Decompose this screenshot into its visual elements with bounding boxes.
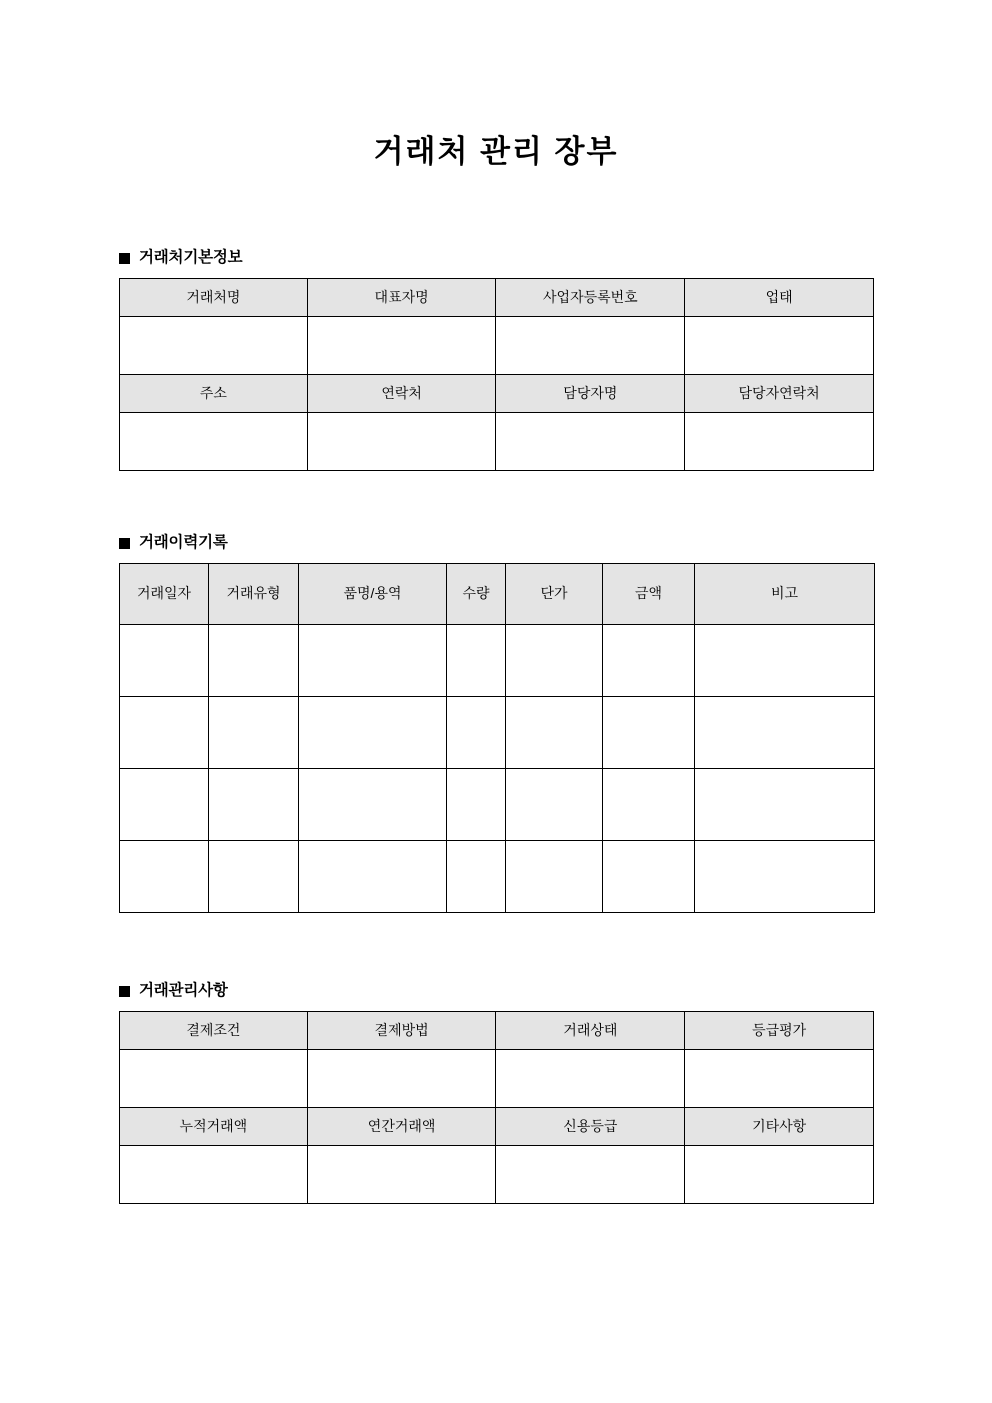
input-cell-remarks[interactable] xyxy=(695,625,875,697)
column-header-cell: 단가 xyxy=(506,564,603,625)
table-basic-info xyxy=(119,278,874,471)
input-cell-business-type[interactable] xyxy=(685,317,874,375)
table-row xyxy=(120,413,874,471)
input-cell-unit-price[interactable] xyxy=(506,841,603,913)
section-heading-transaction-management xyxy=(119,981,874,1001)
column-header-cell: 거래유형 xyxy=(209,564,299,625)
table-transaction-management xyxy=(119,1011,874,1204)
column-header-cell: 연락처 xyxy=(307,375,496,413)
input-cell-contact[interactable] xyxy=(307,413,496,471)
input-cell-business-registration-number[interactable] xyxy=(496,317,685,375)
column-header-cell: 거래처명 xyxy=(120,279,308,317)
input-cell-transaction-date[interactable] xyxy=(120,625,209,697)
input-cell-other-matters[interactable] xyxy=(685,1146,874,1204)
input-cell-item-service[interactable] xyxy=(299,841,447,913)
section-heading-label: 거래관리사항 xyxy=(139,982,228,999)
section-basic-info xyxy=(119,248,874,471)
column-header-cell: 담당자연락처 xyxy=(685,375,874,413)
column-header-cell: 대표자명 xyxy=(307,279,496,317)
input-cell-amount[interactable] xyxy=(603,697,695,769)
input-cell-credit-rating[interactable] xyxy=(496,1146,685,1204)
input-cell-quantity[interactable] xyxy=(447,625,506,697)
column-header-cell: 수량 xyxy=(447,564,506,625)
input-cell-quantity[interactable] xyxy=(447,841,506,913)
input-cell-remarks[interactable] xyxy=(695,697,875,769)
table-row xyxy=(120,279,874,317)
column-header-cell: 주소 xyxy=(120,375,308,413)
input-cell-transaction-type[interactable] xyxy=(209,769,299,841)
input-cell-transaction-type[interactable] xyxy=(209,697,299,769)
input-cell-item-service[interactable] xyxy=(299,625,447,697)
input-cell-amount[interactable] xyxy=(603,625,695,697)
input-cell-manager-contact[interactable] xyxy=(685,413,874,471)
input-cell-amount[interactable] xyxy=(603,841,695,913)
column-header-cell: 담당자명 xyxy=(496,375,685,413)
input-cell-transaction-date[interactable] xyxy=(120,769,209,841)
section-transaction-history xyxy=(119,533,874,913)
input-cell-quantity[interactable] xyxy=(447,697,506,769)
input-cell-annual-transaction-amount[interactable] xyxy=(307,1146,496,1204)
square-bullet-icon xyxy=(119,986,130,997)
square-bullet-icon xyxy=(119,253,130,264)
input-cell-item-service[interactable] xyxy=(299,769,447,841)
input-cell-grade-evaluation[interactable] xyxy=(685,1050,874,1108)
input-cell-transaction-status[interactable] xyxy=(496,1050,685,1108)
input-cell-unit-price[interactable] xyxy=(506,697,603,769)
input-cell-quantity[interactable] xyxy=(447,769,506,841)
input-cell-remarks[interactable] xyxy=(695,769,875,841)
table-row xyxy=(120,564,875,625)
column-header-cell: 사업자등록번호 xyxy=(496,279,685,317)
section-heading-label: 거래처기본정보 xyxy=(139,249,243,266)
input-cell-representative-name[interactable] xyxy=(307,317,496,375)
column-header-cell: 기타사항 xyxy=(685,1108,874,1146)
table-transaction-history xyxy=(119,563,875,913)
table-row xyxy=(120,1146,874,1204)
table-row xyxy=(120,769,875,841)
table-row xyxy=(120,317,874,375)
column-header-cell: 신용등급 xyxy=(496,1108,685,1146)
square-bullet-icon xyxy=(119,538,130,549)
column-header-cell: 거래상태 xyxy=(496,1012,685,1050)
input-cell-unit-price[interactable] xyxy=(506,625,603,697)
section-heading-basic-info xyxy=(119,248,874,268)
input-cell-address[interactable] xyxy=(120,413,308,471)
input-cell-item-service[interactable] xyxy=(299,697,447,769)
input-cell-payment-method[interactable] xyxy=(307,1050,496,1108)
column-header-cell: 결제방법 xyxy=(307,1012,496,1050)
input-cell-transaction-date[interactable] xyxy=(120,841,209,913)
table-row xyxy=(120,625,875,697)
input-cell-transaction-type[interactable] xyxy=(209,841,299,913)
column-header-cell: 비고 xyxy=(695,564,875,625)
input-cell-payment-terms[interactable] xyxy=(120,1050,308,1108)
table-row xyxy=(120,841,875,913)
column-header-cell: 누적거래액 xyxy=(120,1108,308,1146)
section-heading-label: 거래이력기록 xyxy=(139,534,228,551)
input-cell-transaction-date[interactable] xyxy=(120,697,209,769)
input-cell-cumulative-transaction-amount[interactable] xyxy=(120,1146,308,1204)
table-row xyxy=(120,1108,874,1146)
table-row xyxy=(120,1012,874,1050)
table-row xyxy=(120,375,874,413)
input-cell-remarks[interactable] xyxy=(695,841,875,913)
column-header-cell: 결제조건 xyxy=(120,1012,308,1050)
page-title: 거래처 관리 장부 xyxy=(373,134,619,169)
input-cell-amount[interactable] xyxy=(603,769,695,841)
column-header-cell: 등급평가 xyxy=(685,1012,874,1050)
section-heading-transaction-history xyxy=(119,533,874,553)
column-header-cell: 거래일자 xyxy=(120,564,209,625)
column-header-cell: 연간거래액 xyxy=(307,1108,496,1146)
column-header-cell: 품명/용역 xyxy=(299,564,447,625)
input-cell-company-name[interactable] xyxy=(120,317,308,375)
input-cell-manager-name[interactable] xyxy=(496,413,685,471)
table-row xyxy=(120,1050,874,1108)
column-header-cell: 업태 xyxy=(685,279,874,317)
input-cell-transaction-type[interactable] xyxy=(209,625,299,697)
input-cell-unit-price[interactable] xyxy=(506,769,603,841)
section-transaction-management xyxy=(119,981,874,1204)
table-row xyxy=(120,697,875,769)
column-header-cell: 금액 xyxy=(603,564,695,625)
